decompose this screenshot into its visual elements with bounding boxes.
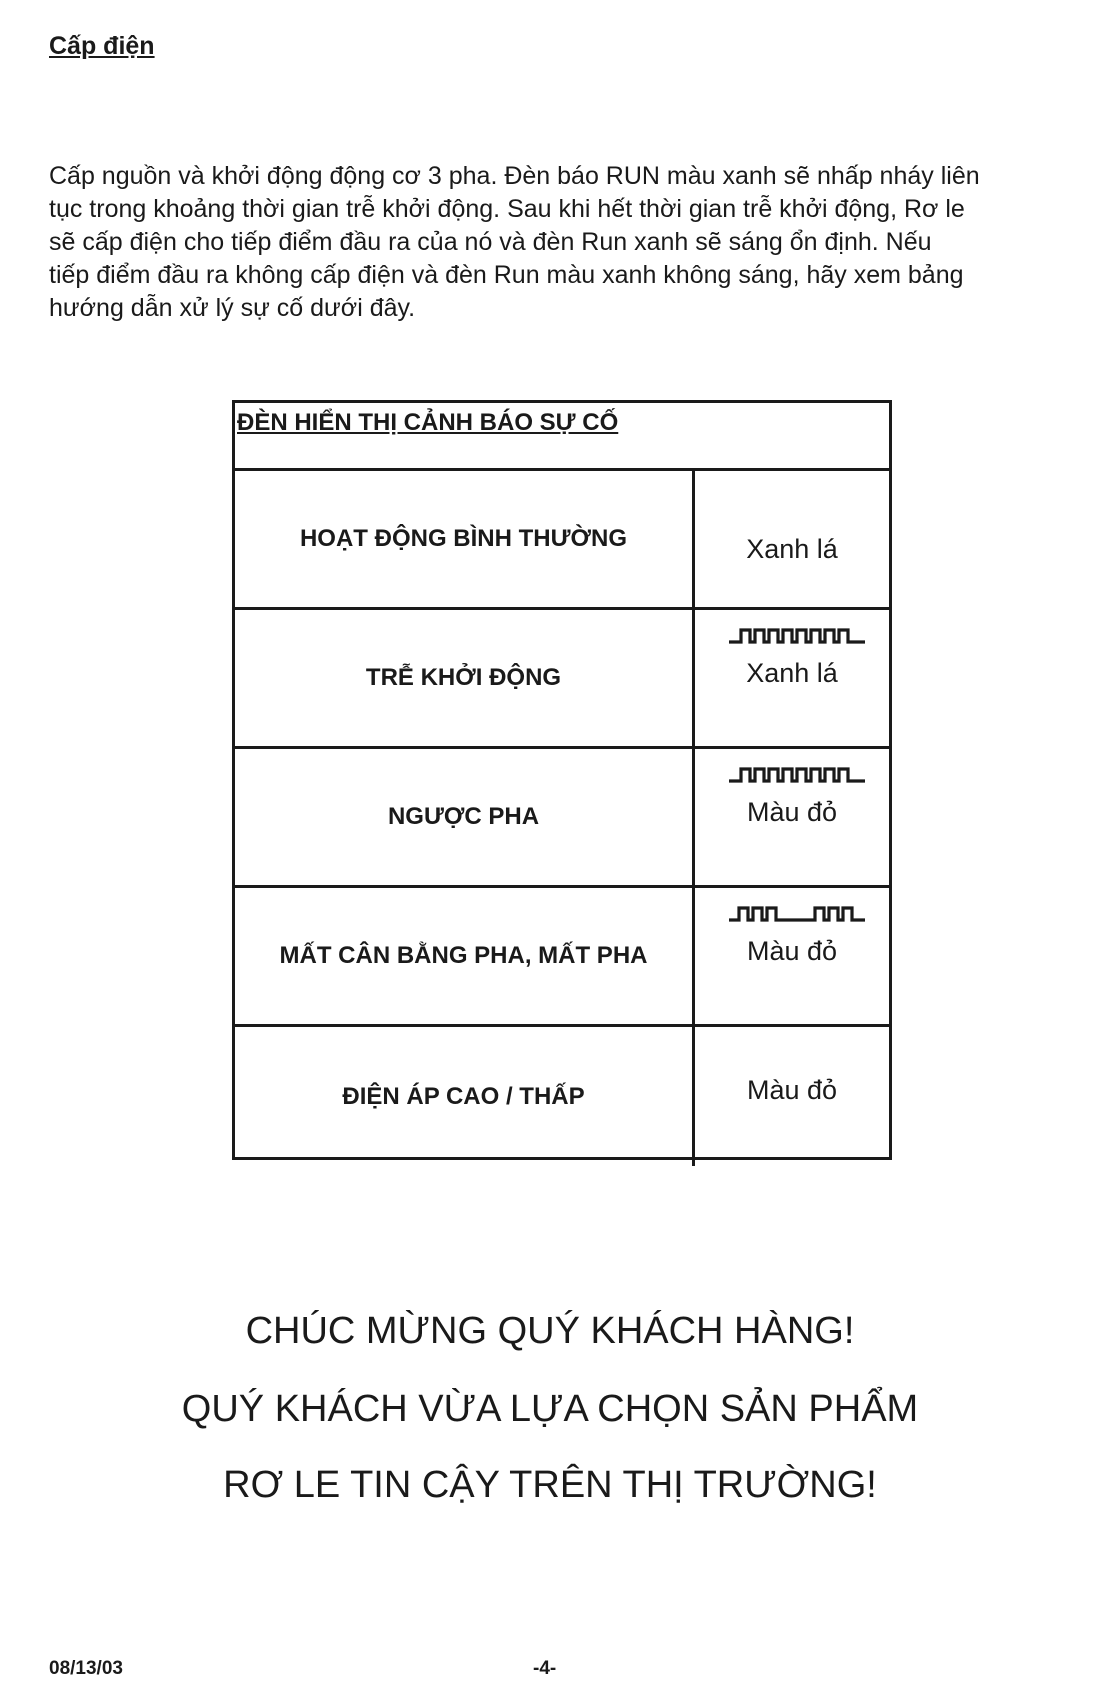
congratulations-line: CHÚC MỪNG QUÝ KHÁCH HÀNG! <box>245 1310 855 1352</box>
table-row <box>235 610 889 749</box>
flashing-signal-icon <box>727 759 867 787</box>
congratulations-line: RƠ LE TIN CẬY TRÊN THỊ TRƯỜNG! <box>223 1464 877 1506</box>
indicator-cell <box>695 610 889 746</box>
footer-date: 08/13/03 <box>49 1658 123 1679</box>
indicator-cell <box>695 1027 889 1166</box>
condition-label: HOẠT ĐỘNG BÌNH THƯỜNG <box>299 525 628 552</box>
intermittent-signal-icon <box>727 898 867 926</box>
condition-label: ĐIỆN ÁP CAO / THẤP <box>342 1082 585 1110</box>
indicator-cell <box>695 471 889 607</box>
condition-label: NGƯỢC PHA <box>387 803 540 830</box>
table-row <box>235 888 889 1027</box>
table-row <box>235 1027 889 1166</box>
condition-label: TRỄ KHỞI ĐỘNG <box>365 664 562 691</box>
condition-cell <box>235 888 695 1024</box>
flashing-signal-icon <box>727 620 867 648</box>
indicator-color: Màu đỏ <box>746 936 838 966</box>
condition-cell <box>235 610 695 746</box>
intro-paragraph <box>49 160 1049 325</box>
indicator-color: Màu đỏ <box>746 1075 838 1105</box>
table-row <box>235 471 889 610</box>
congratulations-line: QUÝ KHÁCH VỪA LỰA CHỌN SẢN PHẨM <box>181 1388 919 1430</box>
intro-line: tục trong khoảng thời gian trễ khởi động. Sau khi hết thời gian trễ khởi động, Rơ le <box>49 195 965 223</box>
fault-indicator-table <box>232 400 892 1160</box>
indicator-cell <box>695 749 889 885</box>
indicator-color: Xanh lá <box>746 658 838 688</box>
table-row <box>235 749 889 888</box>
condition-cell <box>235 1027 695 1166</box>
condition-cell <box>235 749 695 885</box>
condition-label: MẤT CÂN BẰNG PHA, MẤT PHA <box>279 942 648 969</box>
intro-line: hướng dẫn xử lý sự cố dưới đây. <box>49 294 416 322</box>
condition-cell <box>235 471 695 607</box>
section-heading: Cấp điện <box>49 32 155 60</box>
indicator-color: Màu đỏ <box>746 797 838 827</box>
table-title-cell <box>235 403 889 471</box>
intro-line: Cấp nguồn và khởi động động cơ 3 pha. Đèn báo RUN màu xanh sẽ nhấp nháy liên <box>49 162 980 190</box>
intro-line: tiếp điểm đầu ra không cấp điện và đèn Run màu xanh không sáng, hãy xem bảng <box>49 261 964 289</box>
indicator-cell <box>695 888 889 1024</box>
indicator-color: Xanh lá <box>746 534 838 564</box>
table-title: ĐÈN HIỂN THỊ CẢNH BÁO SỰ CỐ <box>237 409 619 436</box>
intro-line: sẽ cấp điện cho tiếp điểm đầu ra của nó và đèn Run xanh sẽ sáng ổn định. Nếu <box>49 228 932 256</box>
page-number: -4- <box>533 1658 557 1679</box>
